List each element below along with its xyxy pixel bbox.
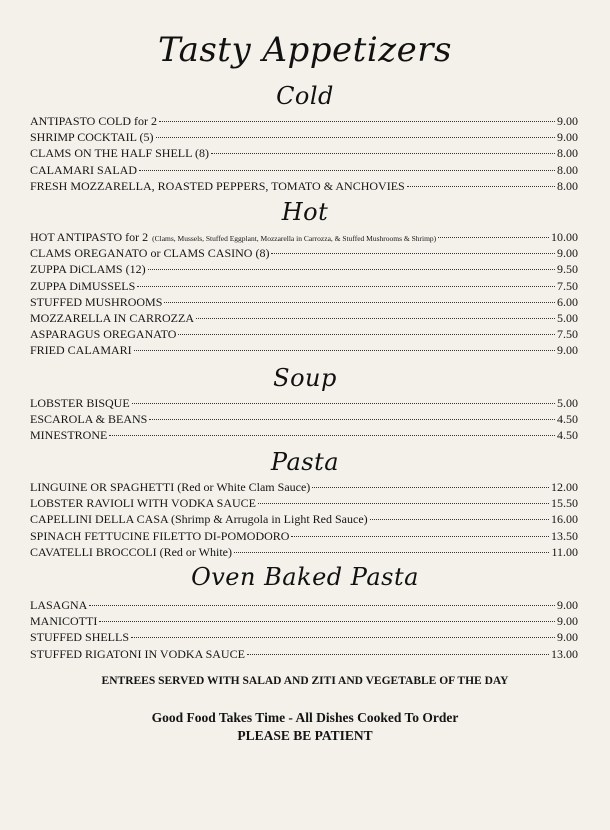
menu-item (30, 427, 578, 443)
menu-item (30, 294, 578, 310)
menu-item (30, 342, 578, 358)
item-name: CALAMARI SALAD (30, 162, 138, 177)
item-name: CLAMS ON THE HALF SHELL (8) (30, 146, 209, 161)
item-price: 4.50 (557, 428, 578, 443)
dot-leader (139, 170, 555, 171)
item-name: LASAGNA (30, 598, 88, 612)
menu-item (30, 326, 578, 342)
dot-leader (156, 137, 556, 138)
item-price: 8.00 (557, 162, 578, 177)
footer-line-2: PLEASE BE PATIENT (237, 728, 373, 743)
item-price: 5.00 (557, 310, 578, 325)
item-price: 4.50 (557, 412, 578, 427)
dot-leader (211, 153, 555, 154)
menu-item (30, 229, 578, 245)
dot-leader (178, 334, 555, 335)
item-price: 9.00 (557, 630, 578, 645)
section-heading-pasta: Pasta (270, 448, 340, 476)
item-name: CLAMS OREGANATO or CLAMS CASINO (8) (30, 246, 270, 261)
item-note: (Clams, Mussels, Stuffed Eggplant, Mozzarella in Carrozza, & Stuffed Mushrooms & Shrimp) (152, 234, 437, 243)
dot-leader (134, 350, 555, 351)
menu-item (30, 113, 578, 129)
item-name: STUFFED RIGATONI IN VODKA SAUCE (30, 646, 245, 661)
item-name: FRESH MOZZARELLA, ROASTED PEPPERS, TOMATO & ANCHOVIES (30, 178, 405, 193)
dot-leader (258, 503, 549, 504)
dot-leader (271, 253, 555, 254)
section-heading-cold: Cold (276, 82, 334, 110)
dot-leader (438, 237, 549, 238)
item-name: CAVATELLI BROCCOLI (Red or White) (30, 544, 232, 559)
pasta-items-list (30, 479, 578, 560)
item-price: 9.00 (557, 114, 578, 128)
menu-item (30, 129, 578, 145)
menu-item (30, 646, 578, 662)
section-heading-oven-baked-pasta: Oven Baked Pasta (191, 563, 419, 591)
dot-leader (370, 519, 549, 520)
menu-item (30, 629, 578, 645)
footer-line-1: Good Food Takes Time - All Dishes Cooked To Order (151, 710, 459, 725)
entrees-note: ENTREES SERVED WITH SALAD AND ZITI AND VEGETABLE OF THE DAY (101, 675, 509, 687)
item-name: SHRIMP COCKTAIL (5) (30, 130, 154, 145)
dot-leader (109, 435, 555, 436)
soup-items-list (30, 395, 578, 444)
oven-baked-pasta-items-list (30, 597, 578, 662)
dot-leader (407, 186, 555, 187)
item-name: ASPARAGUS OREGANATO (30, 327, 177, 342)
item-price: 9.00 (557, 246, 578, 261)
item-name: CAPELLINI DELLA CASA (Shrimp & Arrugola in Light Red Sauce) (30, 512, 368, 527)
item-price: 16.00 (551, 512, 578, 527)
menu-item (30, 544, 578, 560)
menu-item (30, 162, 578, 178)
item-price: 10.00 (551, 230, 578, 244)
item-name: ZUPPA DiCLAMS (12) (30, 262, 146, 277)
menu-item (30, 495, 578, 511)
menu-item (30, 145, 578, 161)
dot-leader (89, 605, 555, 606)
menu-item (30, 310, 578, 326)
dot-leader (159, 121, 555, 122)
menu-item (30, 511, 578, 527)
item-name: LOBSTER RAVIOLI WITH VODKA SAUCE (30, 496, 257, 511)
dot-leader (131, 637, 555, 638)
dot-leader (247, 654, 549, 655)
menu-item (30, 411, 578, 427)
item-price: 5.00 (557, 396, 578, 410)
menu-item (30, 261, 578, 277)
dot-leader (99, 621, 555, 622)
item-price: 11.00 (551, 544, 578, 559)
item-name: ZUPPA DiMUSSELS (30, 278, 136, 293)
dot-leader (291, 536, 549, 537)
cold-items-list (30, 113, 578, 194)
item-name: STUFFED SHELLS (30, 630, 130, 645)
item-name: ESCAROLA & BEANS (30, 412, 148, 427)
menu-item (30, 613, 578, 629)
item-price: 7.50 (557, 327, 578, 342)
menu-item (30, 278, 578, 294)
item-price: 9.50 (557, 262, 578, 277)
item-name: STUFFED MUSHROOMS (30, 294, 163, 309)
item-price: 12.00 (551, 480, 578, 494)
menu-item (30, 395, 578, 411)
dot-leader (132, 403, 555, 404)
section-heading-soup: Soup (273, 364, 337, 392)
dot-leader (196, 318, 555, 319)
item-price: 6.00 (557, 294, 578, 309)
item-name: LINGUINE OR SPAGHETTI (Red or White Clam Sauce) (30, 480, 311, 494)
menu-item (30, 245, 578, 261)
item-price: 7.50 (557, 278, 578, 293)
item-name: LOBSTER BISQUE (30, 396, 130, 410)
item-price: 9.00 (557, 130, 578, 145)
dot-leader (234, 552, 549, 553)
item-price: 9.00 (557, 598, 578, 612)
item-name: SPINACH FETTUCINE FILETTO DI-POMODORO (30, 528, 290, 543)
menu-title: Tasty Appetizers (158, 30, 452, 70)
item-price: 9.00 (557, 614, 578, 629)
item-name: MOZZARELLA IN CARROZZA (30, 310, 194, 325)
item-name: ANTIPASTO COLD for 2 (30, 114, 158, 128)
item-name: FRIED CALAMARI (30, 343, 132, 358)
item-price: 9.00 (557, 343, 578, 358)
item-price: 13.00 (551, 646, 578, 661)
dot-leader (137, 286, 555, 287)
item-price: 13.50 (551, 528, 578, 543)
item-name: MANICOTTI (30, 614, 98, 629)
dot-leader (149, 419, 555, 420)
menu-item (30, 528, 578, 544)
item-price: 15.50 (551, 496, 578, 511)
dot-leader (164, 302, 555, 303)
menu-item (30, 597, 578, 613)
menu-item (30, 178, 578, 194)
hot-items-list (30, 229, 578, 359)
menu-item (30, 479, 578, 495)
item-price: 8.00 (557, 178, 578, 193)
dot-leader (312, 487, 549, 488)
section-heading-hot: Hot (281, 198, 329, 226)
item-name: MINESTRONE (30, 428, 108, 443)
dot-leader (148, 269, 555, 270)
item-price: 8.00 (557, 146, 578, 161)
item-name: HOT ANTIPASTO for 2 (30, 230, 149, 244)
